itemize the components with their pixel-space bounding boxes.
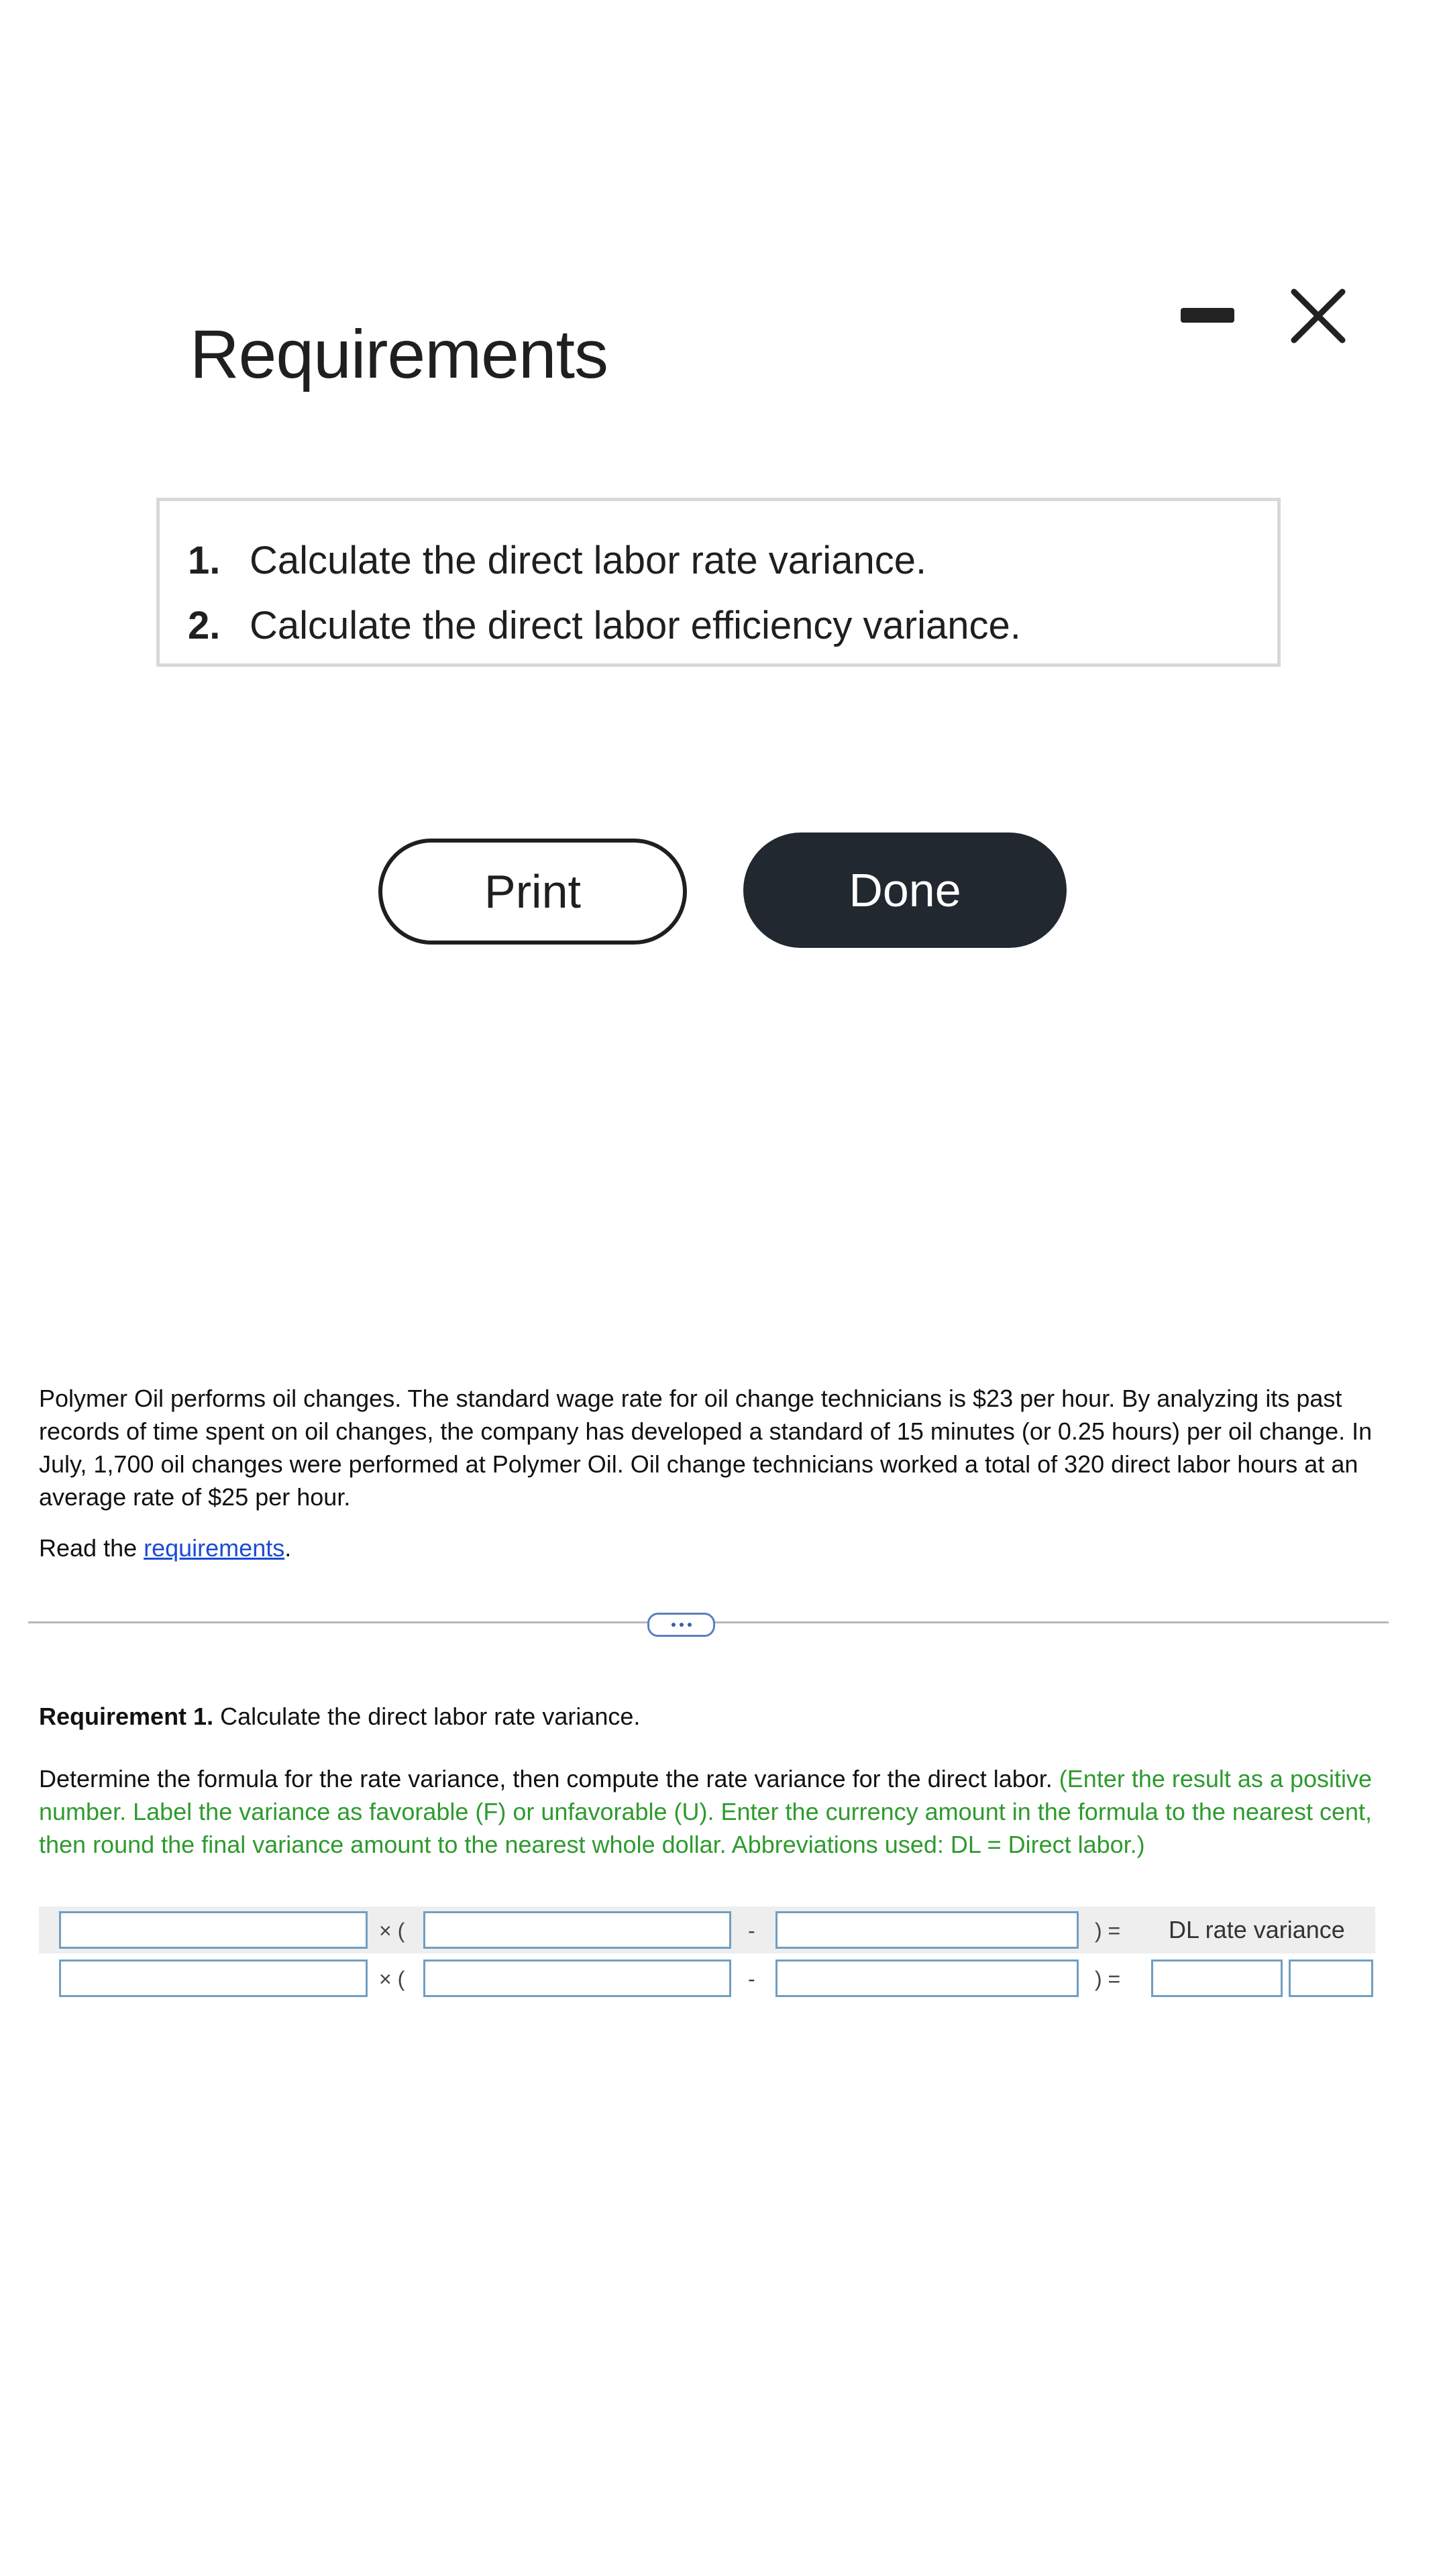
close-equals-operator: ) = bbox=[1095, 1919, 1121, 1943]
requirement-item bbox=[188, 593, 1277, 658]
window-controls bbox=[1181, 278, 1409, 352]
minus-operator: - bbox=[748, 1919, 755, 1943]
requirement-text: Calculate the direct labor rate variance. bbox=[250, 539, 927, 582]
requirements-list bbox=[156, 498, 1281, 667]
requirement-item bbox=[188, 528, 1277, 593]
done-button[interactable]: Done bbox=[743, 833, 1067, 948]
read-suffix: . bbox=[284, 1534, 292, 1562]
dot bbox=[680, 1623, 684, 1627]
requirements-link[interactable]: requirements bbox=[144, 1534, 285, 1562]
close-icon[interactable] bbox=[1285, 282, 1352, 350]
instructions-text: Determine the formula for the rate variance, then compute the rate variance for the direct labor. bbox=[39, 1765, 1059, 1792]
instructions-hint: (Enter the result as a positive number. Label the variance as favorable (F) or unfavorable (U). Enter the currency amount in the formula to the nearest cent, then round the final variance amount to the nearest whole dollar. Abbreviations used: DL = Direct labor.) bbox=[39, 1765, 1373, 1858]
requirement-number: 2. bbox=[188, 604, 221, 647]
dl-rate-variance-label: DL rate variance bbox=[1169, 1916, 1345, 1943]
ellipsis-icon[interactable] bbox=[647, 1613, 715, 1637]
requirement-1-title bbox=[39, 1703, 640, 1731]
formula-row2-factor-input[interactable] bbox=[59, 1960, 368, 1997]
minimize-icon[interactable] bbox=[1181, 308, 1234, 323]
dot bbox=[688, 1623, 692, 1627]
dot bbox=[672, 1623, 676, 1627]
requirement-1-text: Calculate the direct labor rate variance. bbox=[213, 1703, 641, 1730]
formula-row1-second-input[interactable] bbox=[775, 1911, 1079, 1949]
requirement-number: 1. bbox=[188, 539, 221, 582]
formula-row1-factor-input[interactable] bbox=[59, 1911, 368, 1949]
read-requirements-line bbox=[39, 1534, 291, 1562]
popup-title: Requirements bbox=[190, 316, 608, 392]
formula-row1-first-input[interactable] bbox=[423, 1911, 731, 1949]
print-button[interactable]: Print bbox=[378, 839, 687, 945]
variance-amount-input[interactable] bbox=[1151, 1960, 1283, 1997]
formula-row2-second-input[interactable] bbox=[775, 1960, 1079, 1997]
minus-operator: - bbox=[748, 1967, 755, 1991]
times-open-operator: × ( bbox=[379, 1967, 405, 1991]
times-open-operator: × ( bbox=[379, 1919, 405, 1943]
requirement-text: Calculate the direct labor efficiency variance. bbox=[250, 604, 1021, 647]
close-equals-operator: ) = bbox=[1095, 1967, 1121, 1991]
formula-row2-first-input[interactable] bbox=[423, 1960, 731, 1997]
problem-statement: Polymer Oil performs oil changes. The standard wage rate for oil change technicians is $23 per hour. By analyzing its past records of time spent on oil changes, the company has developed a standard of 15 minutes (or 0.25 hours) per oil change. In July, 1,700 oil changes were performed at Polymer Oil. Oil change technicians worked a total of 320 direct labor hours at an average rate of $25 per hour. bbox=[39, 1385, 1373, 1511]
read-prefix: Read the bbox=[39, 1534, 144, 1562]
instructions bbox=[39, 1762, 1401, 1861]
variance-label-input[interactable] bbox=[1289, 1960, 1373, 1997]
requirement-1-label: Requirement 1. bbox=[39, 1703, 214, 1730]
